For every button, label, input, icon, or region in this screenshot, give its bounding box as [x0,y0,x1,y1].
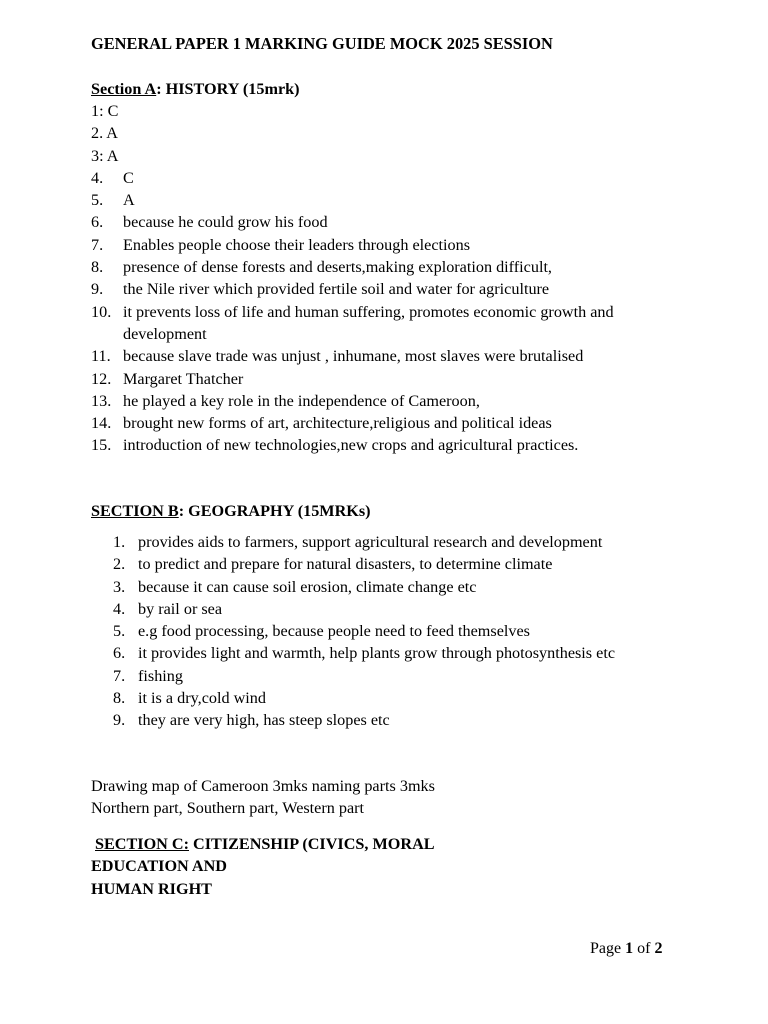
item-number: 9. [113,711,126,730]
item-number: 3: [91,146,107,165]
item-number: 11. [91,347,111,366]
page-total: 2 [654,940,663,957]
item-number: 9. [91,280,104,299]
list-item [91,211,651,233]
item-number: 10. [91,302,112,321]
section-c-line-2: EDUCATION AND [91,857,227,876]
item-answer: by rail or sea [138,599,223,618]
item-answer: presence of dense forests and deserts,making exploration difficult, [123,258,552,277]
section-c-label: SECTION C: [95,835,189,853]
section-c-heading [91,833,435,900]
item-answer: the Nile river which provided fertile soil and water for agriculture [123,280,550,299]
item-answer: A [106,146,119,165]
section-a-answer-list [91,100,651,457]
section-c-subject: CITIZENSHIP (CIVICS, MORAL [189,835,435,853]
item-answer: A [106,124,118,143]
item-answer: because slave trade was unjust , inhumane, most slaves were brutalised [123,347,584,366]
item-number: 14. [91,414,112,433]
item-answer: C [107,102,119,120]
list-item [110,709,670,731]
section-a-subject: : HISTORY (15mrk) [156,80,300,98]
item-number: 5. [91,191,104,210]
item-answer: he played a key role in the independence of Cameroon, [123,391,480,410]
list-item [91,100,651,122]
item-answer: provides aids to farmers, support agricultural research and development [138,533,603,551]
list-item [110,642,670,664]
item-number: 4. [91,168,104,187]
list-item [91,390,651,412]
section-b-heading [91,502,371,521]
item-answer: to predict and prepare for natural disasters, to determine climate [138,555,553,574]
item-answer: A [123,191,135,210]
item-number: 8. [113,689,126,708]
section-a-label: Section A [91,80,157,98]
list-item [91,301,651,346]
item-answer: e.g food processing, because people need to feed themselves [138,622,530,641]
list-item [110,576,670,598]
item-answer: C [123,168,134,187]
map-instructions [91,775,435,820]
list-item [91,145,651,167]
item-answer: brought new forms of art, architecture,religious and political ideas [123,414,552,433]
list-item [110,620,670,642]
item-answer: it prevents loss of life and human suffering, promotes economic growth and development [123,302,614,343]
list-item [91,189,651,211]
item-number: 3. [113,577,126,596]
item-number: 2. [91,124,107,143]
item-number: 15. [91,436,112,455]
list-item [110,553,670,575]
item-number: 7. [91,235,104,254]
item-number: 6. [113,644,126,663]
section-c-line-3: HUMAN RIGHT [91,879,212,898]
item-answer: because it can cause soil erosion, climate change etc [138,577,477,596]
list-item [91,434,651,456]
item-answer: Margaret Thatcher [123,369,244,388]
item-answer: Enables people choose their leaders through elections [123,235,471,254]
item-number: 6. [91,213,104,232]
item-answer: it provides light and warmth, help plants grow through photosynthesis etc [138,644,616,663]
section-b-answer-list [110,531,670,732]
item-answer: they are very high, has steep slopes etc [138,711,390,730]
page-number [590,940,662,958]
map-line-2: Northern part, Southern part, Western part [91,799,365,818]
page-middle: of [633,940,655,957]
item-number: 13. [91,391,112,410]
item-number: 8. [91,258,104,277]
list-item [110,598,670,620]
list-item [110,531,670,553]
list-item [110,665,670,687]
list-item [91,167,651,189]
page-prefix: Page [590,940,626,957]
list-item [91,278,651,300]
item-answer: because he could grow his food [123,213,328,232]
document-title: GENERAL PAPER 1 MARKING GUIDE MOCK 2025 SESSION [91,34,553,53]
list-item [110,687,670,709]
item-answer: fishing [138,666,183,685]
list-item [91,368,651,390]
item-number: 4. [113,599,126,618]
map-line-1: Drawing map of Cameroon 3mks naming parts 3mks [91,777,435,795]
list-item [91,412,651,434]
section-a-heading [91,80,300,99]
item-number: 12. [91,369,112,388]
section-b-subject: : GEOGRAPHY (15MRKs) [178,502,371,520]
section-b-label: SECTION B [91,502,179,520]
item-answer: introduction of new technologies,new crops and agricultural practices. [123,436,579,455]
list-item [91,345,651,367]
list-item [91,256,651,278]
item-number: 1. [113,533,126,551]
item-number: 7. [113,666,126,685]
item-number: 5. [113,622,126,641]
page-current: 1 [625,940,634,957]
section-c-line-1 [91,833,435,855]
item-number: 1: [91,102,108,120]
list-item [91,234,651,256]
item-number: 2. [113,555,126,574]
list-item [91,122,651,144]
item-answer: it is a dry,cold wind [138,689,266,708]
